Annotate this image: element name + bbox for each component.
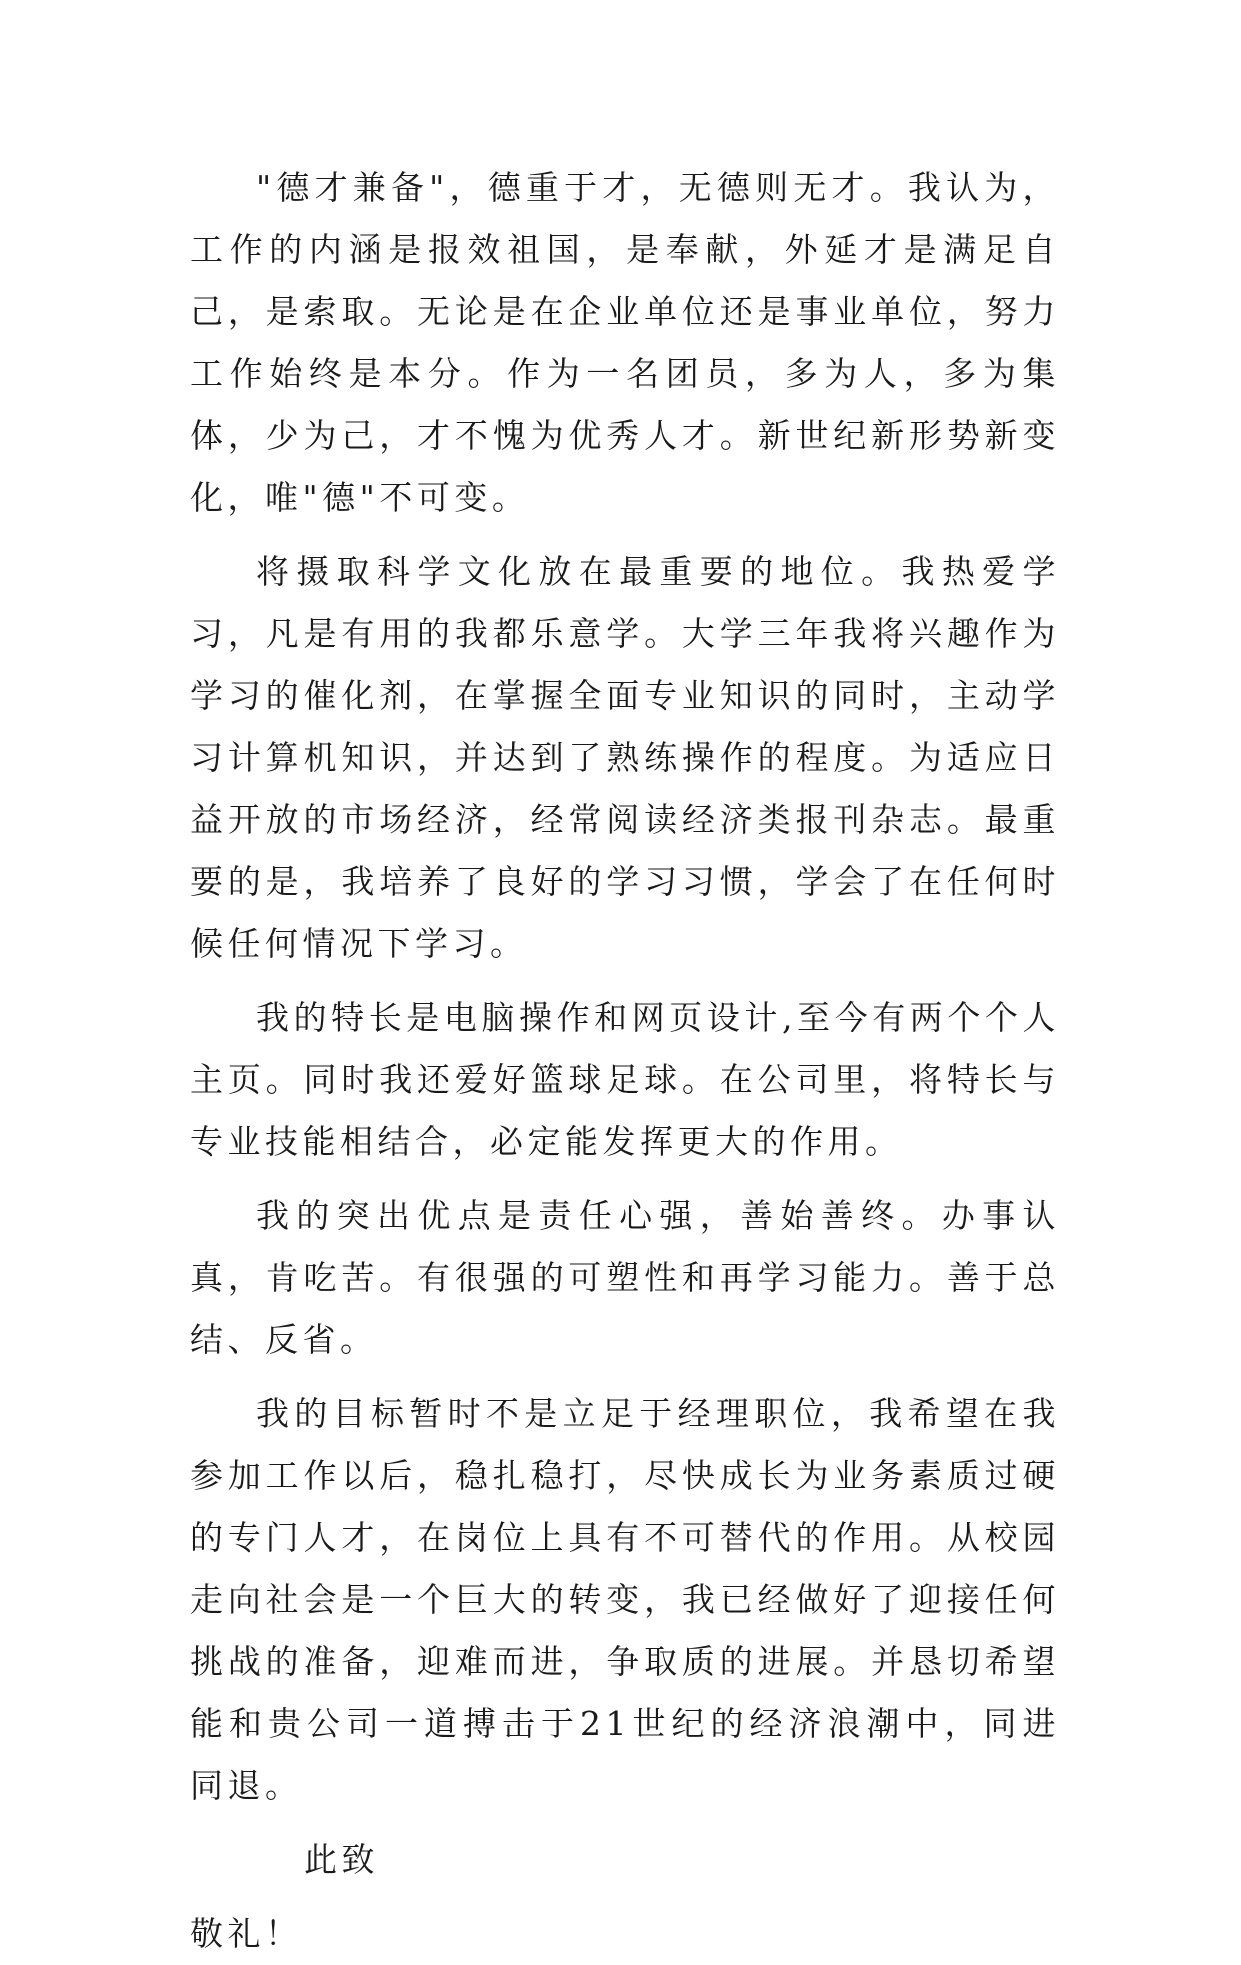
closing-phrase: 此致 xyxy=(304,1840,379,1879)
paragraph-learning: 将摄取科学文化放在最重要的地位。我热爱学习，凡是有用的我都乐意学。大学三年我将兴趣作为学习的催化剂，在掌握全面专业知识的同时，主动学习计算机知识，并达到了熟练操作的程度。为适应日益开放的市场经济，经常阅读经济类报刊杂志。最重要的是，我培养了良好的学习习惯，学会了在任何时候任何情况下学习。 xyxy=(190,552,1060,963)
paragraph-goals: 我的目标暂时不是立足于经理职位，我希望在我参加工作以后，稳扎稳打，尽快成长为业务素质过硬的专门人才，在岗位上具有不可替代的作用。从校园走向社会是一个巨大的转变，我已经做好了迎接任何挑战的准备，迎难而进，争取质的进展。并恳切希望能和贵公司一道搏击于21世纪的经济浪潮中，同进同退。 xyxy=(190,1394,1060,1805)
letter-body xyxy=(190,157,1060,1965)
paragraph-skills: 我的特长是电脑操作和网页设计,至今有两个个人主页。同时我还爱好篮球足球。在公司里，将特长与专业技能相结合，必定能发挥更大的作用。 xyxy=(190,998,1060,1161)
paragraph-strengths: 我的突出优点是责任心强，善始善终。办事认真，肯吃苦。有很强的可塑性和再学习能力。善于总结、反省。 xyxy=(190,1196,1060,1359)
salutation: 敬礼！ xyxy=(190,1914,303,1953)
paragraph-virtue: "德才兼备"，德重于才，无德则无才。我认为，工作的内涵是报效祖国，是奉献，外延才是满足自己，是索取。无论是在企业单位还是事业单位，努力工作始终是本分。作为一名团员，多为人，多为集体，少为己，才不愧为优秀人才。新世纪新形势新变化，唯"德"不可变。 xyxy=(190,168,1060,517)
